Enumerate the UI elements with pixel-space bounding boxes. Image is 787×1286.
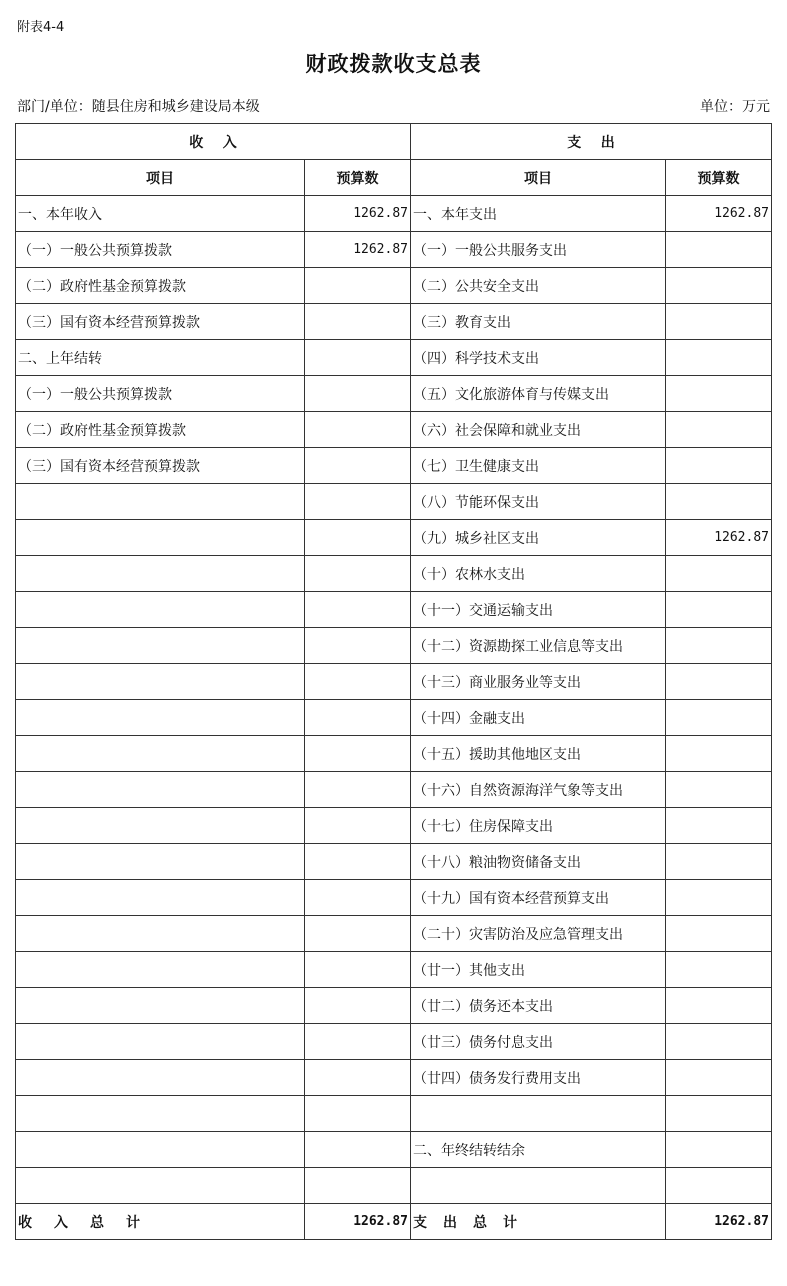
table-row xyxy=(16,340,772,376)
expense-budget-cell: 1262.87 xyxy=(666,520,772,556)
expense-budget-cell xyxy=(666,376,772,412)
table-row xyxy=(16,844,772,880)
income-item-cell xyxy=(16,484,305,520)
section-header-row xyxy=(16,124,772,160)
expense-item-cell: （十八）粮油物资储备支出 xyxy=(411,844,666,880)
income-budget-cell xyxy=(305,376,411,412)
total-row xyxy=(16,1204,772,1240)
expense-budget-cell xyxy=(666,844,772,880)
income-budget-cell xyxy=(305,880,411,916)
income-item-cell: （二）政府性基金预算拨款 xyxy=(16,268,305,304)
table-row xyxy=(16,1024,772,1060)
table-row xyxy=(16,952,772,988)
income-total-value: 1262.87 xyxy=(305,1204,411,1240)
expense-item-cell: （廿四）债务发行费用支出 xyxy=(411,1060,666,1096)
income-item-cell xyxy=(16,520,305,556)
income-item-header: 项目 xyxy=(16,160,305,196)
income-item-cell xyxy=(16,556,305,592)
income-budget-cell xyxy=(305,448,411,484)
expense-item-cell: （廿二）债务还本支出 xyxy=(411,988,666,1024)
expense-budget-cell xyxy=(666,448,772,484)
income-item-cell xyxy=(16,952,305,988)
expense-budget-cell xyxy=(666,880,772,916)
expense-budget-cell xyxy=(666,412,772,448)
table-row xyxy=(16,772,772,808)
income-item-cell xyxy=(16,880,305,916)
unit-label: 单位：万元 xyxy=(700,99,770,115)
income-budget-cell xyxy=(305,1132,411,1168)
income-item-cell xyxy=(16,844,305,880)
income-budget-cell xyxy=(305,304,411,340)
page-title: 财政拨款收支总表 xyxy=(305,51,482,76)
income-budget-header: 预算数 xyxy=(305,160,411,196)
expense-budget-cell xyxy=(666,1096,772,1132)
expense-budget-cell xyxy=(666,1024,772,1060)
income-budget-cell xyxy=(305,484,411,520)
income-item-cell: （一）一般公共预算拨款 xyxy=(16,232,305,268)
income-item-cell xyxy=(16,1060,305,1096)
income-budget-cell xyxy=(305,556,411,592)
table-row xyxy=(16,988,772,1024)
income-budget-cell xyxy=(305,700,411,736)
income-budget-cell xyxy=(305,808,411,844)
expense-item-cell: （三）教育支出 xyxy=(411,304,666,340)
table-row xyxy=(16,268,772,304)
income-budget-cell xyxy=(305,412,411,448)
table-row xyxy=(16,736,772,772)
table-row xyxy=(16,304,772,340)
table-row xyxy=(16,700,772,736)
expense-item-cell: （十四）金融支出 xyxy=(411,700,666,736)
expense-item-cell: （十）农林水支出 xyxy=(411,556,666,592)
expense-header-text: 支 出 xyxy=(567,134,615,151)
table-row xyxy=(16,484,772,520)
income-item-cell xyxy=(16,700,305,736)
expense-item-cell: （廿一）其他支出 xyxy=(411,952,666,988)
income-budget-cell xyxy=(305,592,411,628)
table-row xyxy=(16,1060,772,1096)
expense-total-label: 支出总计 xyxy=(411,1204,666,1240)
expense-item-cell: （十九）国有资本经营预算支出 xyxy=(411,880,666,916)
expense-budget-cell xyxy=(666,988,772,1024)
expense-item-cell: （二十）灾害防治及应急管理支出 xyxy=(411,916,666,952)
expense-budget-cell xyxy=(666,916,772,952)
expense-item-cell: （十三）商业服务业等支出 xyxy=(411,664,666,700)
income-budget-cell xyxy=(305,952,411,988)
expense-total-value: 1262.87 xyxy=(666,1204,772,1240)
table-row xyxy=(16,232,772,268)
income-item-cell xyxy=(16,916,305,952)
expense-item-cell: （九）城乡社区支出 xyxy=(411,520,666,556)
income-budget-cell xyxy=(305,1096,411,1132)
expense-item-cell: （十一）交通运输支出 xyxy=(411,592,666,628)
expense-budget-cell xyxy=(666,484,772,520)
income-budget-cell xyxy=(305,772,411,808)
expense-item-cell: （一）一般公共服务支出 xyxy=(411,232,666,268)
table-row xyxy=(16,1096,772,1132)
expense-item-cell: （十七）住房保障支出 xyxy=(411,808,666,844)
expense-budget-cell xyxy=(666,772,772,808)
income-item-cell xyxy=(16,1168,305,1204)
expense-budget-cell xyxy=(666,232,772,268)
income-budget-cell xyxy=(305,1168,411,1204)
expense-item-cell: （十二）资源勘探工业信息等支出 xyxy=(411,628,666,664)
expense-budget-cell xyxy=(666,340,772,376)
income-item-cell xyxy=(16,1132,305,1168)
expense-budget-cell xyxy=(666,808,772,844)
expense-budget-cell xyxy=(666,664,772,700)
table-row xyxy=(16,628,772,664)
income-total-label: 收入总计 xyxy=(16,1204,305,1240)
table-row xyxy=(16,592,772,628)
expense-item-cell: （十五）援助其他地区支出 xyxy=(411,736,666,772)
income-budget-cell xyxy=(305,988,411,1024)
income-budget-cell xyxy=(305,628,411,664)
expense-item-cell: （廿三）债务付息支出 xyxy=(411,1024,666,1060)
table-row xyxy=(16,1168,772,1204)
department-label: 部门/单位：随县住房和城乡建设局本级 xyxy=(17,99,260,115)
expense-budget-cell: 1262.87 xyxy=(666,196,772,232)
expense-item-cell: 一、本年支出 xyxy=(411,196,666,232)
expense-budget-header: 预算数 xyxy=(666,160,772,196)
expense-item-cell: （四）科学技术支出 xyxy=(411,340,666,376)
table-row xyxy=(16,448,772,484)
income-item-cell: （三）国有资本经营预算拨款 xyxy=(16,448,305,484)
income-header-text: 收 入 xyxy=(189,134,237,151)
income-item-cell xyxy=(16,664,305,700)
column-header-row xyxy=(16,160,772,196)
expense-item-cell: （十六）自然资源海洋气象等支出 xyxy=(411,772,666,808)
expense-section-header xyxy=(411,124,772,160)
income-item-cell xyxy=(16,1096,305,1132)
expense-budget-cell xyxy=(666,1132,772,1168)
table-row xyxy=(16,412,772,448)
income-item-cell xyxy=(16,736,305,772)
income-item-cell xyxy=(16,808,305,844)
expense-budget-cell xyxy=(666,268,772,304)
table-row xyxy=(16,376,772,412)
income-budget-cell: 1262.87 xyxy=(305,232,411,268)
table-row xyxy=(16,520,772,556)
expense-item-header: 项目 xyxy=(411,160,666,196)
income-budget-cell xyxy=(305,916,411,952)
expense-budget-cell xyxy=(666,304,772,340)
table-row xyxy=(16,664,772,700)
budget-table xyxy=(15,123,772,1240)
income-budget-cell xyxy=(305,340,411,376)
expense-item-cell xyxy=(411,1168,666,1204)
expense-item-cell: （二）公共安全支出 xyxy=(411,268,666,304)
income-budget-cell xyxy=(305,1024,411,1060)
expense-budget-cell xyxy=(666,628,772,664)
expense-budget-cell xyxy=(666,952,772,988)
income-item-cell xyxy=(16,988,305,1024)
expense-budget-cell xyxy=(666,592,772,628)
table-row xyxy=(16,880,772,916)
expense-budget-cell xyxy=(666,556,772,592)
expense-item-cell: （五）文化旅游体育与传媒支出 xyxy=(411,376,666,412)
income-budget-cell: 1262.87 xyxy=(305,196,411,232)
expense-item-cell: 二、年终结转结余 xyxy=(411,1132,666,1168)
expense-item-cell: （八）节能环保支出 xyxy=(411,484,666,520)
income-section-header xyxy=(16,124,411,160)
expense-item-cell: （六）社会保障和就业支出 xyxy=(411,412,666,448)
table-row xyxy=(16,196,772,232)
expense-item-cell xyxy=(411,1096,666,1132)
table-row xyxy=(16,916,772,952)
income-budget-cell xyxy=(305,268,411,304)
income-item-cell: 二、上年结转 xyxy=(16,340,305,376)
expense-item-cell: （七）卫生健康支出 xyxy=(411,448,666,484)
income-budget-cell xyxy=(305,844,411,880)
income-budget-cell xyxy=(305,520,411,556)
table-row xyxy=(16,808,772,844)
expense-budget-cell xyxy=(666,700,772,736)
income-item-cell xyxy=(16,772,305,808)
expense-budget-cell xyxy=(666,1168,772,1204)
table-row xyxy=(16,1132,772,1168)
annex-label: 附表4-4 xyxy=(17,20,65,35)
income-budget-cell xyxy=(305,736,411,772)
income-item-cell: （二）政府性基金预算拨款 xyxy=(16,412,305,448)
income-budget-cell xyxy=(305,1060,411,1096)
income-item-cell xyxy=(16,628,305,664)
income-item-cell: （三）国有资本经营预算拨款 xyxy=(16,304,305,340)
income-item-cell: （一）一般公共预算拨款 xyxy=(16,376,305,412)
income-item-cell xyxy=(16,1024,305,1060)
income-budget-cell xyxy=(305,664,411,700)
expense-budget-cell xyxy=(666,736,772,772)
expense-budget-cell xyxy=(666,1060,772,1096)
table-row xyxy=(16,556,772,592)
income-item-cell: 一、本年收入 xyxy=(16,196,305,232)
income-item-cell xyxy=(16,592,305,628)
